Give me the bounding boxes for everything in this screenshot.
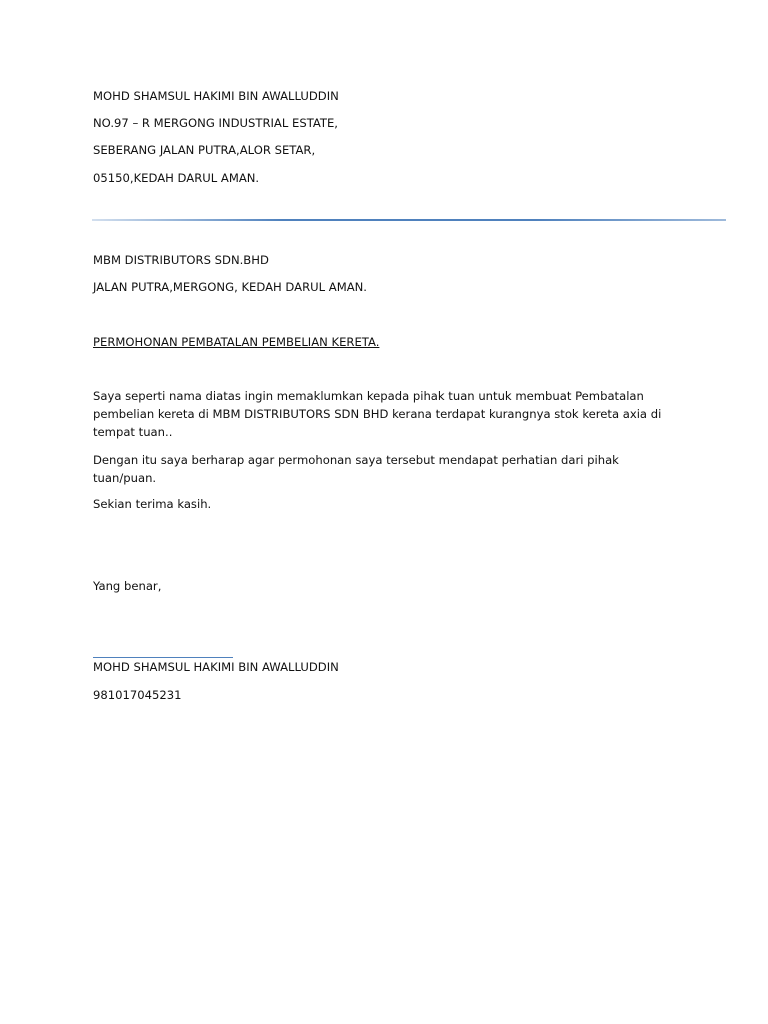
header-divider: [92, 219, 726, 221]
recipient-name: MBM DISTRIBUTORS SDN.BHD: [93, 253, 269, 267]
body-paragraph-2: [93, 451, 683, 487]
sender-address-line2: SEBERANG JALAN PUTRA,ALOR SETAR,: [93, 143, 316, 157]
closing-thanks: Sekian terima kasih.: [93, 497, 212, 511]
signature-line: [93, 657, 233, 658]
signoff-salutation: Yang benar,: [93, 579, 162, 593]
signoff-id-number: 981017045231: [93, 688, 182, 702]
body-paragraph-1-text: Saya seperti nama diatas ingin memaklumkan kepada pihak tuan untuk membuat Pembatalan pembelian kereta di MBM DISTRIBUTORS SDN BHD kerana terdapat kurangnya stok kereta axia di tempat tuan..: [93, 389, 662, 439]
body-paragraph-1: [93, 387, 683, 441]
sender-address-line3: 05150,KEDAH DARUL AMAN.: [93, 171, 260, 185]
sender-address-line1: NO.97 – R MERGONG INDUSTRIAL ESTATE,: [93, 116, 338, 130]
sender-name: MOHD SHAMSUL HAKIMI BIN AWALLUDDIN: [93, 89, 339, 103]
body-paragraph-2-text: Dengan itu saya berharap agar permohonan saya tersebut mendapat perhatian dari pihak tuan/puan.: [93, 453, 619, 485]
recipient-address: JALAN PUTRA,MERGONG, KEDAH DARUL AMAN.: [93, 280, 367, 294]
letter-subject: PERMOHONAN PEMBATALAN PEMBELIAN KERETA.: [93, 335, 380, 349]
signoff-name: MOHD SHAMSUL HAKIMI BIN AWALLUDDIN: [93, 660, 339, 674]
